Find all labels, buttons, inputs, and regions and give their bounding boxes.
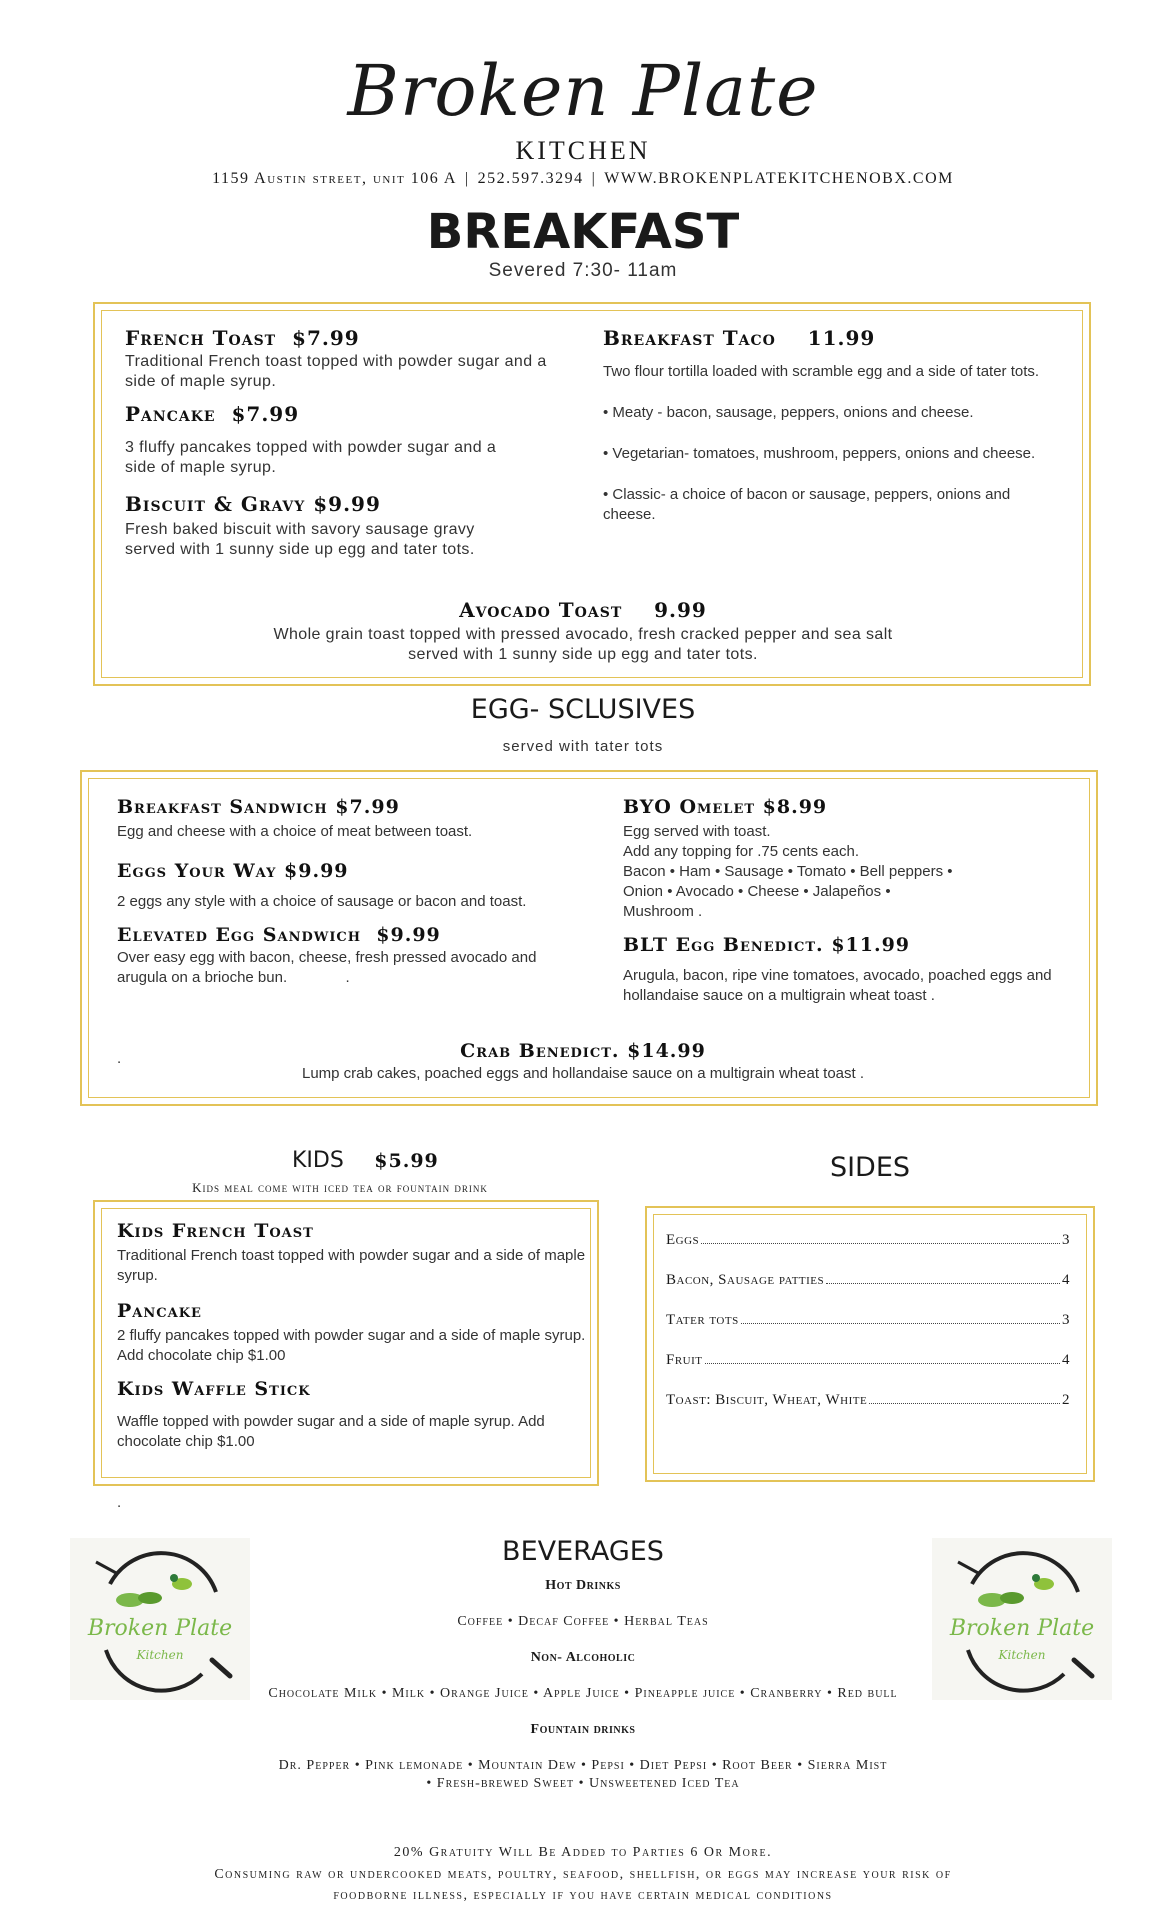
item-price: $14.99 [627, 1040, 706, 1062]
item-name: Breakfast Sandwich [117, 796, 328, 818]
item-price: 11.99 [807, 326, 876, 350]
item-description: Two flour tortilla loaded with scramble egg and a side of tater tots. [603, 363, 1040, 380]
menu-item-kids-french-toast [117, 1220, 587, 1286]
item-name: Pancake [125, 402, 216, 426]
item-name: Breakfast Taco [603, 326, 776, 350]
beverages-title: BEVERAGES [502, 1536, 664, 1567]
item-price: $9.99 [313, 492, 381, 516]
fountain-list-line1: Dr. Pepper • Pink lemonade • Mountain Dew • Pepsi • Diet Pepsi • Root Beer • Sierra Mist [278, 1758, 888, 1773]
gratuity-note: 20% Gratuity Will Be Added to Parties 6 Or More. [393, 1845, 773, 1860]
kids-note: Kids meal come with iced tea or fountain drink [192, 1180, 488, 1195]
item-price: $7.99 [231, 402, 300, 426]
stray-dot: . [117, 1050, 122, 1067]
sides-title: SIDES [829, 1152, 911, 1183]
fountain-list-line2: • Fresh-brewed Sweet • Unsweetened Iced Tea [426, 1776, 740, 1791]
menu-item-blt-egg-benedict [623, 934, 1063, 1006]
side-item-eggs [666, 1232, 1070, 1249]
omelet-line: Bacon • Ham • Sausage • Tomato • Bell peppers • [623, 863, 953, 880]
item-price: $8.99 [762, 796, 828, 818]
item-price: $9.99 [376, 924, 441, 946]
item-name: Avocado Toast [459, 598, 623, 622]
item-price: $7.99 [335, 796, 400, 818]
menu-item-kids-pancake [117, 1300, 587, 1366]
kids-items [117, 1220, 587, 1452]
side-item-tater-tots [666, 1312, 1070, 1329]
menu-item-avocado-toast [260, 598, 906, 665]
contact-line: 1159 Austin street, unit 106 A | 252.597.3294 | WWW.BROKENPLATEKITCHENOBX.COM [212, 170, 954, 187]
menu-item-elevated-egg-sandwich [117, 924, 547, 988]
kids-price: $5.99 [374, 1150, 439, 1172]
menu-item-breakfast-sandwich [117, 796, 547, 842]
item-name: Biscuit & Gravy [125, 492, 306, 516]
side-name: Tater tots [666, 1312, 739, 1328]
menu-item-french-toast [125, 326, 555, 392]
non-alcoholic-heading: Non- Alcoholic [530, 1650, 636, 1665]
egg-subtitle: served with tater tots [502, 738, 664, 755]
menu-item-crab-benedict [250, 1040, 916, 1084]
breakfast-hours: Severed 7:30- 11am [488, 260, 678, 281]
item-description: Arugula, bacon, ripe vine tomatoes, avocado, poached eggs and hollandaise sauce on a multigrain wheat toast . [623, 967, 1052, 1004]
badge-sub: Kitchen [136, 1648, 184, 1662]
item-name: BLT Egg Benedict. [623, 934, 824, 956]
menu-item-pancake [125, 402, 555, 478]
health-warning-line2: foodborne illness, especially if you have certain medical conditions [333, 1888, 833, 1903]
item-description: Whole grain toast topped with pressed avocado, fresh cracked pepper and sea salt served with 1 sunny side up egg and tater tots. [273, 626, 893, 663]
item-name: Crab Benedict. [460, 1040, 620, 1062]
omelet-line: Add any topping for .75 cents each. [623, 843, 859, 860]
item-name: Elevated Egg Sandwich [117, 924, 362, 946]
egg-left-column [117, 796, 547, 988]
side-item-fruit [666, 1352, 1070, 1369]
item-description: 2 eggs any style with a choice of sausage or bacon and toast. [117, 893, 527, 910]
brand-subtitle: KITCHEN [515, 136, 651, 165]
badge-brand: Broken Plate [949, 1616, 1095, 1641]
egg-right-column [623, 796, 1063, 1006]
menu-item-biscuit-gravy [125, 492, 555, 560]
menu-item-byo-omelet [623, 796, 1063, 922]
side-item-bacon-sausage [666, 1272, 1070, 1289]
item-price: 9.99 [654, 598, 707, 622]
kids-heading [292, 1148, 439, 1173]
badge-sub: Kitchen [998, 1648, 1046, 1662]
kids-title: KIDS [292, 1148, 344, 1173]
website: WWW.BROKENPLATEKITCHENOBX.COM [604, 170, 954, 187]
item-description: Lump crab cakes, poached eggs and hollandaise sauce on a multigrain wheat toast . [301, 1065, 865, 1082]
side-price: 4 [1062, 1272, 1070, 1288]
omelet-line: Onion • Avocado • Cheese • Jalapeños • [623, 883, 891, 900]
health-warning-line1: Consuming raw or undercooked meats, poultry, seafood, shellfish, or eggs may increase your risk of [214, 1867, 952, 1882]
item-description: 2 fluffy pancakes topped with powder sugar and a side of maple syrup. Add chocolate chip $1.00 [117, 1327, 586, 1364]
side-name: Bacon, Sausage patties [666, 1272, 825, 1288]
badge-brand: Broken Plate [87, 1616, 233, 1641]
side-item-toast [666, 1392, 1070, 1409]
hot-drinks-heading: Hot Drinks [545, 1578, 621, 1593]
item-name: Kids French Toast [117, 1220, 314, 1242]
side-price: 3 [1062, 1232, 1070, 1248]
brand-logo: Broken Plate [347, 50, 819, 132]
non-alcoholic-list: Chocolate Milk • Milk • Orange Juice • Apple Juice • Pineapple juice • Cranberry • Red bull [268, 1686, 898, 1701]
item-description: Traditional French toast topped with powder sugar and a side of maple syrup. [125, 353, 547, 390]
side-price: 2 [1062, 1392, 1070, 1408]
item-price: $7.99 [292, 326, 360, 350]
breakfast-left-column [125, 326, 555, 560]
stray-dot: . [117, 1494, 122, 1511]
item-description: Traditional French toast topped with powder sugar and a side of maple syrup. [117, 1247, 586, 1284]
item-description: Waffle topped with powder sugar and a side of maple syrup. Add chocolate chip $1.00 [117, 1413, 545, 1450]
taco-option-meaty: • Meaty - bacon, sausage, peppers, onions and cheese. [603, 404, 974, 421]
hot-drinks-list: Coffee • Decaf Coffee • Herbal Teas [457, 1614, 709, 1629]
egg-title: EGG- SCLUSIVES [470, 694, 696, 725]
side-name: Fruit [666, 1352, 703, 1368]
side-price: 4 [1062, 1352, 1070, 1368]
item-description: Egg and cheese with a choice of meat between toast. [117, 823, 473, 840]
item-name: Kids Waffle Stick [117, 1378, 311, 1400]
omelet-line: Mushroom . [623, 903, 703, 920]
phone: 252.597.3294 [477, 170, 584, 187]
side-name: Eggs [666, 1232, 700, 1248]
taco-option-classic: • Classic- a choice of bacon or sausage, peppers, onions and cheese. [603, 486, 1011, 523]
item-description: Over easy egg with bacon, cheese, fresh pressed avocado and arugula on a brioche bun. . [117, 949, 541, 986]
item-description: 3 fluffy pancakes topped with powder sugar and a side of maple syrup. [125, 439, 497, 476]
menu-item-kids-waffle-stick [117, 1378, 587, 1452]
address: 1159 Austin street, unit 106 A [212, 170, 457, 187]
fountain-heading: Fountain drinks [530, 1722, 636, 1737]
item-price: $9.99 [284, 860, 349, 882]
breakfast-taco [603, 326, 1053, 525]
item-name: BYO Omelet [623, 796, 756, 818]
omelet-line: Egg served with toast. [623, 823, 771, 840]
item-name: French Toast [125, 326, 277, 350]
item-price: $11.99 [831, 934, 911, 956]
sides-list [666, 1232, 1070, 1409]
side-name: Toast: Biscuit, Wheat, White [666, 1392, 868, 1408]
side-price: 3 [1062, 1312, 1070, 1328]
item-name: Eggs Your Way [117, 860, 277, 882]
taco-option-vegetarian: • Vegetarian- tomatoes, mushroom, peppers, onions and cheese. [603, 445, 1036, 462]
item-name: Pancake [117, 1300, 202, 1322]
item-description: Fresh baked biscuit with savory sausage gravy served with 1 sunny side up egg and tater tots. [125, 521, 475, 558]
menu-item-eggs-your-way [117, 860, 547, 912]
breakfast-title: BREAKFAST [426, 204, 740, 260]
